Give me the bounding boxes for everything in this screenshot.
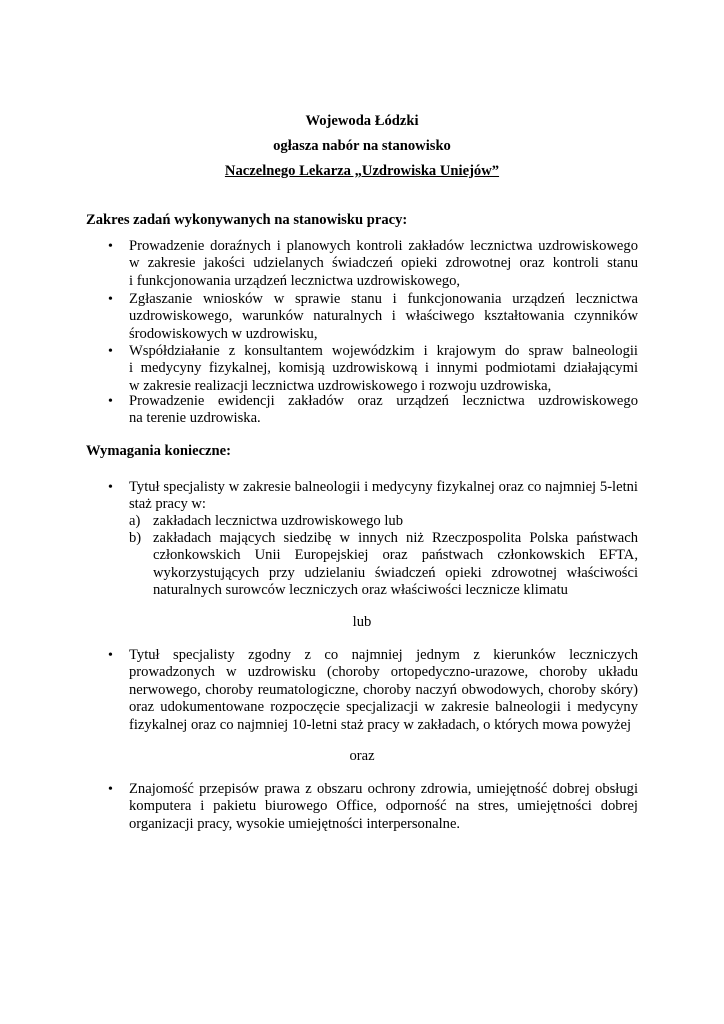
bullet-dot-icon: • (108, 648, 113, 663)
sub-item-label: a) (129, 513, 141, 529)
list-item: Prowadzenie ewidencji zakładów oraz urządzeń lecznictwa uzdrowiskowego na terenie uzdrowiska. (129, 393, 638, 427)
bullet-dot-icon: • (108, 394, 113, 409)
bullet-dot-icon: • (108, 782, 113, 797)
list-item: Zgłaszanie wniosków w sprawie stanu i funkcjonowania urządzeń lecznictwa uzdrowiskowego, warunków naturalnych i właściwego kształtowania czynników środowiskowych w uzdrowisku, (129, 291, 638, 342)
list-item: Tytuł specjalisty zgodny z co najmniej jednym z kierunków leczniczych prowadzonych w uzdrowisku (choroby ortopedyczno-urazowe, choroby układu nerwowego, choroby reumatologiczne, choroby naczyń obwodowych, choroby skóry) oraz udokumentowane rozpoczęcie specjalizacji w zakresie balneologii i medycyny fizykalnej oraz co najmniej 10-letni staż pracy w zakładach, o których mowa powyżej (129, 647, 638, 733)
requirements-heading: Wymagania konieczne: (86, 443, 231, 459)
list-item: Współdziałanie z konsultantem wojewódzkim i krajowym do spraw balneologii i medycyny fizykalnej, komisją uzdrowiskową i innymi podmiotami działającymi w zakresie realizacji lecznictwa uzdrowiskowego i rozwoju uzdrowiska, (129, 343, 638, 394)
header-subtitle: ogłasza nabór na stanowisko (273, 138, 451, 154)
sub-item: zakładach mających siedzibę w innych niż Rzeczpospolita Polska państwach członkowskich Unii Europejskiej oraz państwach członkowskich EFTA, wykorzystujących przy udzielaniu świadczeń opieki zdrowotnej właściwości naturalnych surowców leczniczych oraz właściwości lecznicze klimatu (153, 530, 638, 599)
bullet-dot-icon: • (108, 239, 113, 254)
sub-item: zakładach lecznictwa uzdrowiskowego lub (153, 513, 404, 529)
list-item: Prowadzenie doraźnych i planowych kontroli zakładów lecznictwa uzdrowiskowego w zakresie jakości udzielanych świadczeń opieki zdrowotnej oraz kontroli stanu i funkcjonowania urządzeń lecznictwa uzdrowiskowego, (129, 238, 638, 289)
scope-heading: Zakres zadań wykonywanych na stanowisku pracy: (86, 212, 408, 228)
bullet-dot-icon: • (108, 344, 113, 359)
bullet-dot-icon: • (108, 480, 113, 495)
and-separator: oraz (349, 748, 375, 764)
or-separator: lub (352, 614, 372, 630)
sub-item-label: b) (129, 530, 142, 546)
bullet-dot-icon: • (108, 292, 113, 307)
header-title: Wojewoda Łódzki (305, 113, 419, 129)
header-position: Naczelnego Lekarza „Uzdrowiska Uniejów” (224, 163, 500, 179)
list-item: Znajomość przepisów prawa z obszaru ochrony zdrowia, umiejętność dobrej obsługi komputera i pakietu biurowego Office, odporność na stres, umiejętności dobrej organizacji pracy, wysokie umiejętności interpersonalne. (129, 781, 638, 832)
list-item: Tytuł specjalisty w zakresie balneologii i medycyny fizykalnej oraz co najmniej 5-letni staż pracy w: (129, 479, 638, 513)
